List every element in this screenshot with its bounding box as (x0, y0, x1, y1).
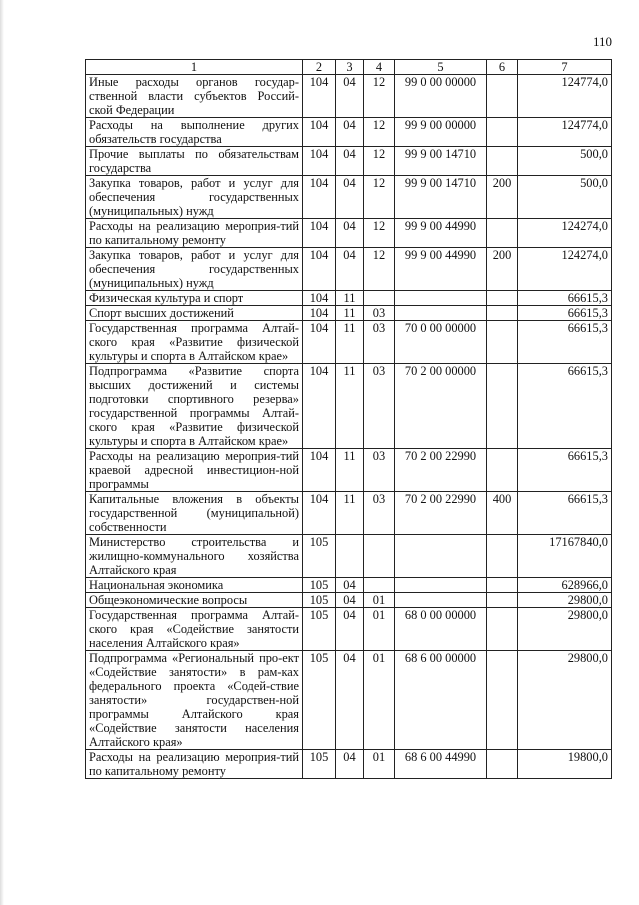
row-ministry-code: 104 (303, 147, 336, 176)
row-section-code: 04 (336, 248, 364, 291)
row-name: Капитальные вложения в объекты государственной (муниципальной) собственности (86, 492, 303, 535)
column-header: 2 (303, 60, 336, 75)
table-row (86, 608, 612, 651)
row-name: Государственная программа Алтай-ского края «Развитие физической культуры и спорта в Алтайском крае» (86, 321, 303, 364)
row-subsection-code: 03 (364, 449, 395, 492)
row-name: Министерство строительства и жилищно-коммунального хозяйства Алтайского края (86, 535, 303, 578)
row-name: Общеэкономические вопросы (86, 593, 303, 608)
row-ministry-code: 104 (303, 248, 336, 291)
column-header: 6 (487, 60, 518, 75)
table-row (86, 364, 612, 449)
row-target-article: 99 9 00 00000 (395, 118, 487, 147)
row-subsection-code: 12 (364, 176, 395, 219)
table-row (86, 176, 612, 219)
row-ministry-code: 104 (303, 291, 336, 306)
column-header: 3 (336, 60, 364, 75)
table-row (86, 535, 612, 578)
row-subsection-code: 12 (364, 219, 395, 248)
row-name: Подпрограмма «Региональный про-ект «Содействие занятости» в рам-ках федерального проекта «Содей-ствие занятости» государствен-ной программы Алтайского края «Содействие занятости населения Алтайского края» (86, 651, 303, 750)
row-target-article: 70 2 00 00000 (395, 364, 487, 449)
row-name: Спорт высших достижений (86, 306, 303, 321)
row-expense-type (487, 291, 518, 306)
row-section-code: 04 (336, 75, 364, 118)
row-ministry-code: 105 (303, 750, 336, 779)
row-ministry-code: 104 (303, 75, 336, 118)
table-row (86, 651, 612, 750)
row-amount: 66615,3 (518, 321, 612, 364)
row-ministry-code: 104 (303, 364, 336, 449)
row-amount: 124274,0 (518, 248, 612, 291)
row-name: Расходы на реализацию мероприя-тий по капитальному ремонту (86, 750, 303, 779)
table-row (86, 248, 612, 291)
row-expense-type (487, 118, 518, 147)
row-subsection-code (364, 291, 395, 306)
row-ministry-code: 104 (303, 306, 336, 321)
row-section-code: 11 (336, 364, 364, 449)
row-amount: 66615,3 (518, 492, 612, 535)
row-target-article: 68 6 00 44990 (395, 750, 487, 779)
row-ministry-code: 105 (303, 593, 336, 608)
row-section-code: 04 (336, 593, 364, 608)
row-target-article (395, 593, 487, 608)
row-subsection-code (364, 535, 395, 578)
row-amount: 500,0 (518, 147, 612, 176)
row-expense-type (487, 651, 518, 750)
table-row (86, 75, 612, 118)
row-subsection-code: 03 (364, 364, 395, 449)
row-subsection-code: 12 (364, 147, 395, 176)
row-target-article (395, 306, 487, 321)
row-amount: 19800,0 (518, 750, 612, 779)
row-section-code (336, 535, 364, 578)
table-row (86, 449, 612, 492)
page-edge-shadow (0, 0, 4, 905)
row-amount: 29800,0 (518, 608, 612, 651)
row-expense-type (487, 321, 518, 364)
row-section-code: 11 (336, 306, 364, 321)
row-expense-type (487, 535, 518, 578)
row-subsection-code: 01 (364, 750, 395, 779)
row-expense-type (487, 364, 518, 449)
row-ministry-code: 104 (303, 321, 336, 364)
row-target-article: 99 9 00 14710 (395, 147, 487, 176)
row-name: Закупка товаров, работ и услуг для обеспечения государственных (муниципальных) нужд (86, 248, 303, 291)
row-target-article: 99 9 00 44990 (395, 219, 487, 248)
row-target-article: 70 2 00 22990 (395, 449, 487, 492)
row-section-code: 04 (336, 219, 364, 248)
row-target-article: 99 9 00 14710 (395, 176, 487, 219)
table-row (86, 306, 612, 321)
row-name: Государственная программа Алтай-ского края «Содействие занятости населения Алтайского края» (86, 608, 303, 651)
row-subsection-code: 12 (364, 75, 395, 118)
row-section-code: 11 (336, 492, 364, 535)
column-header: 1 (86, 60, 303, 75)
row-expense-type (487, 219, 518, 248)
row-amount: 66615,3 (518, 449, 612, 492)
row-section-code: 11 (336, 449, 364, 492)
row-section-code: 04 (336, 651, 364, 750)
row-section-code: 04 (336, 118, 364, 147)
row-amount: 29800,0 (518, 651, 612, 750)
row-name: Закупка товаров, работ и услуг для обеспечения государственных (муниципальных) нужд (86, 176, 303, 219)
row-subsection-code: 03 (364, 306, 395, 321)
row-amount: 66615,3 (518, 291, 612, 306)
row-ministry-code: 105 (303, 535, 336, 578)
row-amount: 628966,0 (518, 578, 612, 593)
row-target-article: 99 0 00 00000 (395, 75, 487, 118)
column-header: 4 (364, 60, 395, 75)
row-subsection-code: 12 (364, 248, 395, 291)
row-ministry-code: 104 (303, 118, 336, 147)
row-expense-type (487, 750, 518, 779)
row-target-article: 68 6 00 00000 (395, 651, 487, 750)
row-name: Физическая культура и спорт (86, 291, 303, 306)
row-ministry-code: 105 (303, 608, 336, 651)
row-amount: 124774,0 (518, 75, 612, 118)
table-row (86, 147, 612, 176)
row-target-article: 70 2 00 22990 (395, 492, 487, 535)
table-row (86, 578, 612, 593)
row-target-article (395, 535, 487, 578)
row-expense-type (487, 306, 518, 321)
row-section-code: 04 (336, 176, 364, 219)
row-amount: 124774,0 (518, 118, 612, 147)
table-row (86, 492, 612, 535)
row-target-article: 70 0 00 00000 (395, 321, 487, 364)
row-subsection-code: 01 (364, 651, 395, 750)
table-row (86, 219, 612, 248)
row-name: Национальная экономика (86, 578, 303, 593)
page-number: 110 (592, 34, 612, 49)
row-expense-type: 200 (487, 176, 518, 219)
row-name: Расходы на выполнение других обязательств государства (86, 118, 303, 147)
row-subsection-code: 03 (364, 321, 395, 364)
row-section-code: 04 (336, 608, 364, 651)
row-name: Расходы на реализацию мероприя-тий краевой адресной инвестицион-ной программы (86, 449, 303, 492)
row-expense-type: 200 (487, 248, 518, 291)
row-section-code: 04 (336, 750, 364, 779)
table-body (86, 75, 612, 779)
row-ministry-code: 104 (303, 492, 336, 535)
row-name: Прочие выплаты по обязательствам государства (86, 147, 303, 176)
row-ministry-code: 105 (303, 651, 336, 750)
row-section-code: 04 (336, 147, 364, 176)
table-header-row (86, 60, 612, 75)
row-expense-type (487, 449, 518, 492)
row-target-article (395, 291, 487, 306)
row-section-code: 11 (336, 291, 364, 306)
row-target-article: 99 9 00 44990 (395, 248, 487, 291)
row-amount: 17167840,0 (518, 535, 612, 578)
row-target-article (395, 578, 487, 593)
row-ministry-code: 105 (303, 578, 336, 593)
row-subsection-code: 12 (364, 118, 395, 147)
row-subsection-code: 03 (364, 492, 395, 535)
row-amount: 66615,3 (518, 364, 612, 449)
row-expense-type (487, 593, 518, 608)
row-section-code: 11 (336, 321, 364, 364)
row-target-article: 68 0 00 00000 (395, 608, 487, 651)
column-header: 7 (518, 60, 612, 75)
row-name: Подпрограмма «Развитие спорта высших достижений и системы подготовки спортивного резерва» государственной программы Алтай-ского края «Развитие физической культуры и спорта в Алтайском крае» (86, 364, 303, 449)
table-row (86, 118, 612, 147)
row-ministry-code: 104 (303, 176, 336, 219)
row-amount: 29800,0 (518, 593, 612, 608)
row-ministry-code: 104 (303, 219, 336, 248)
row-subsection-code: 01 (364, 593, 395, 608)
row-subsection-code: 01 (364, 608, 395, 651)
table-row (86, 291, 612, 306)
row-expense-type (487, 578, 518, 593)
table-row (86, 593, 612, 608)
table-row (86, 750, 612, 779)
row-name: Расходы на реализацию мероприя-тий по капитальному ремонту (86, 219, 303, 248)
row-section-code: 04 (336, 578, 364, 593)
row-ministry-code: 104 (303, 449, 336, 492)
column-header: 5 (395, 60, 487, 75)
table-row (86, 321, 612, 364)
row-expense-type: 400 (487, 492, 518, 535)
budget-table (85, 59, 612, 779)
row-amount: 66615,3 (518, 306, 612, 321)
row-expense-type (487, 608, 518, 651)
row-amount: 124274,0 (518, 219, 612, 248)
row-expense-type (487, 147, 518, 176)
row-amount: 500,0 (518, 176, 612, 219)
row-name: Иные расходы органов государ-ственной власти субъектов Россий-ской Федерации (86, 75, 303, 118)
row-expense-type (487, 75, 518, 118)
row-subsection-code (364, 578, 395, 593)
